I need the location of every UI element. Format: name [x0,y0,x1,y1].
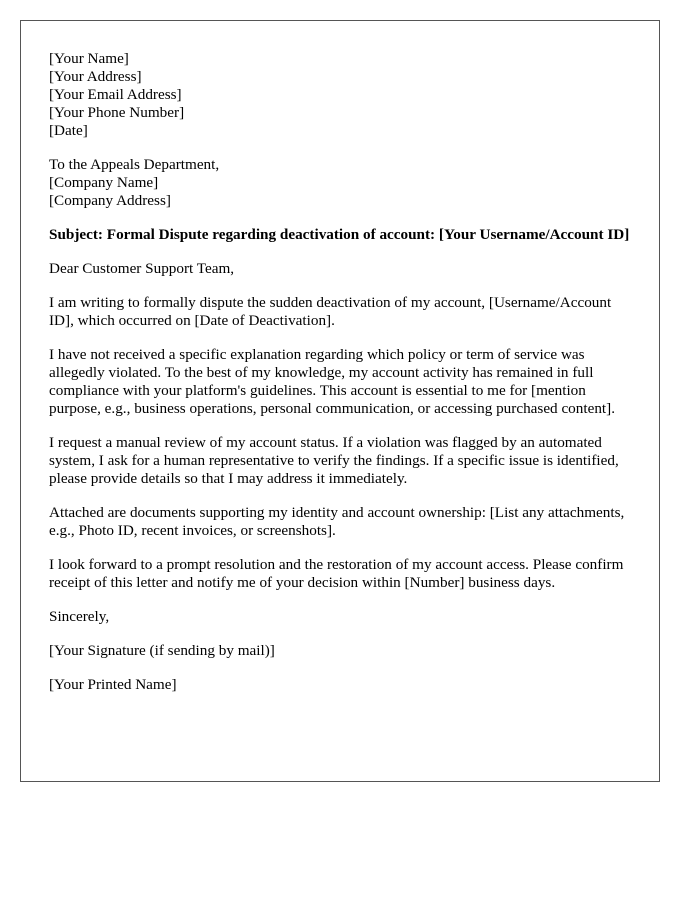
body-paragraph: I have not received a specific explanation regarding which policy or term of service was allegedly violated. To the best of my knowledge, my account activity has remained in full compliance with your platform's guidelines. This account is essential to me for [mention purpose, e.g., business operations, personal communication, or accessing purchased content]. [49,346,616,417]
letter-date: [Date] [49,122,88,139]
sender-block [49,50,631,140]
sender-address: [Your Address] [49,68,142,85]
closing: Sincerely, [49,608,110,625]
letter-page [20,20,660,782]
salutation: Dear Customer Support Team, [49,260,235,277]
body-paragraph: Attached are documents supporting my identity and account ownership: [List any attachments, e.g., Photo ID, recent invoices, or screenshots]. [49,504,625,539]
signature-line: [Your Signature (if sending by mail)] [49,642,275,659]
subject-line: Subject: Formal Dispute regarding deactivation of account: [Your Username/Account ID] [49,226,630,243]
recipient-department: To the Appeals Department, [49,156,220,173]
body-paragraph: I am writing to formally dispute the sudden deactivation of my account, [Username/Account ID], which occurred on [Date of Deactivation]. [49,294,612,329]
sender-email: [Your Email Address] [49,86,182,103]
sender-phone: [Your Phone Number] [49,104,185,121]
sender-name: [Your Name] [49,50,129,67]
printed-name: [Your Printed Name] [49,676,177,693]
body-paragraph: I request a manual review of my account status. If a violation was flagged by an automated system, I ask for a human representative to verify the findings. If a specific issue is identified, please provide details so that I may address it immediately. [49,434,619,487]
recipient-company-name: [Company Name] [49,174,159,191]
recipient-company-address: [Company Address] [49,192,171,209]
body-paragraph: I look forward to a prompt resolution and the restoration of my account access. Please confirm receipt of this letter and notify me of your decision within [Number] business days. [49,556,624,591]
recipient-block [49,156,631,210]
